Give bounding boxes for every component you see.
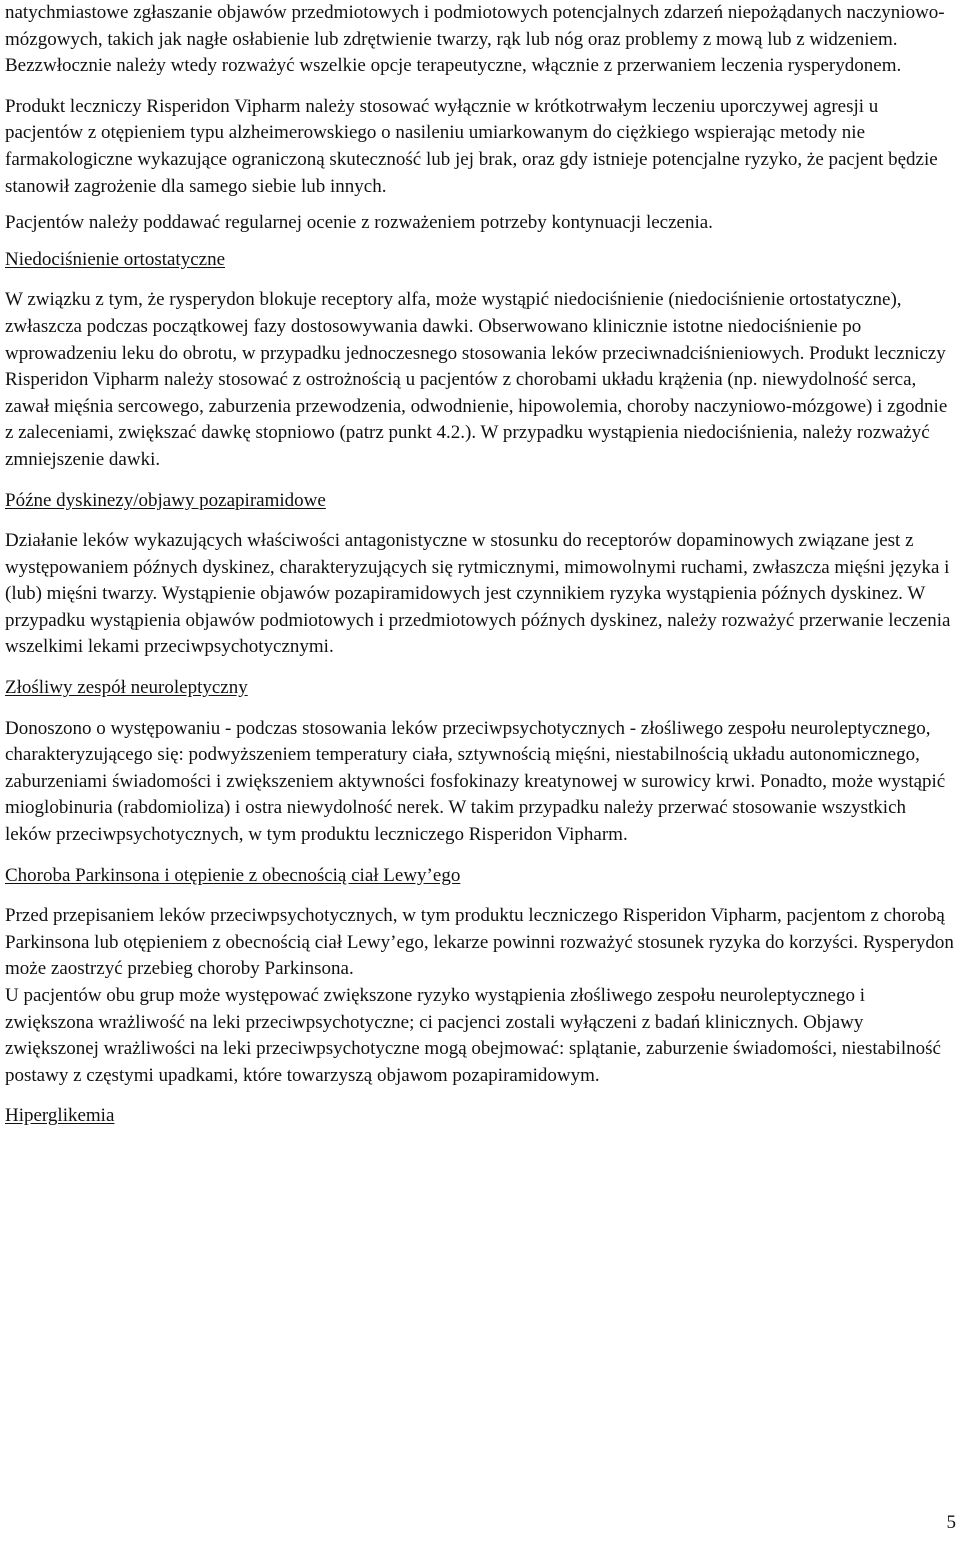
paragraph-neuroleptic-malignant-syndrome: Donoszono o występowaniu - podczas stosowania leków przeciwpsychotycznych - złośliwego zespołu neuroleptycznego, charakteryzującego się: podwyższeniem temperatury ciała, sztywnością mięśni, niestabilnością układu autonomicznego, zaburzeniami świadomości i zwiększeniem aktywności fosfokinazy kreatynowej w surowicy krwi. Ponadto, może wystąpić mioglobinuria (rabdomioliza) i ostra niewydolność nerek. W takim przypadku należy przerwać stosowanie wszystkich leków przeciwpsychotycznych, w tym produktu leczniczego Risperidon Vipharm. [5, 717, 946, 846]
paragraph-parkinson-risk: Przed przepisaniem leków przeciwpsychotycznych, w tym produktu leczniczego Risperidon Vipharm, pacjentom z chorobą Parkinsona lub otępieniem z obecnością ciał Lewy’ego, lekarze powinni rozważyć stosunek ryzyka do korzyści. Rysperydon może zaostrzyć przebieg choroby Parkinsona. [5, 905, 954, 980]
paragraph-parkinson-sensitivity: U pacjentów obu grup może występować zwiększone ryzyko wystąpienia złośliwego zespołu neuroleptycznego i zwiększona wrażliwość na leki przeciwpsychotyczne; ci pacjenci zostali wyłączeni z badań klinicznych. Objawy zwiększonej wrażliwości na leki przeciwpsychotyczne mogą obejmować: splątanie, zaburzenie świadomości, niestabilność postawy z częstymi upadkami, które towarzyszą objawom pozapiramidowym. [5, 985, 941, 1086]
paragraph-risperidon-use: Produkt leczniczy Risperidon Vipharm należy stosować wyłącznie w krótkotrwałym leczeniu uporczywej agresji u pacjentów z otępieniem typu alzheimerowskiego o nasileniu umiarkowanym do ciężkiego wspierając metody nie farmakologiczne wykazujące ograniczoną skuteczność lub jej brak, oraz gdy istnieje potencjalne ryzyko, że pacjent będzie stanowił zagrożenie dla samego siebie lub innych. [5, 95, 938, 197]
paragraph-regular-assessment: Pacjentów należy poddawać regularnej ocenie z rozważeniem potrzeby kontynuacji leczenia. [5, 212, 713, 234]
paragraph-tardive-dyskinesia: Działanie leków wykazujących właściwości antagonistyczne w stosunku do receptorów dopaminowych związane jest z występowaniem późnych dyskinez, charakteryzujących się rytmicznymi, mimowolnymi ruchami, zwłaszcza mięśni języka i (lub) mięśni twarzy. Wystąpienie objawów pozapiramidowych jest czynnikiem ryzyka wystąpienia późnych dyskinez. W przypadku wystąpienia objawów podmiotowych i przedmiotowych późnych dyskinez, należy rozważyć przerwanie leczenia wszelkimi lekami przeciwpsychotycznymi. [5, 530, 951, 658]
paragraph-stroke-warning: natychmiastowe zgłaszanie objawów przedmiotowych i podmiotowych potencjalnych zdarzeń niepożądanych naczyniowo-mózgowych, takich jak nagłe osłabienie lub zdrętwienie twarzy, rąk lub nóg oraz problemy z mową lub z widzeniem. Bezzwłocznie należy wtedy rozważyć wszelkie opcje terapeutyczne, włącznie z przerwaniem leczenia rysperydonem. [5, 2, 945, 77]
heading-neuroleptic-malignant-syndrome: Złośliwy zespół neuroleptyczny [5, 677, 248, 699]
heading-hyperglycemia: Hiperglikemia [5, 1105, 115, 1127]
heading-orthostatic-hypotension: Niedociśnienie ortostatyczne [5, 248, 226, 270]
heading-tardive-dyskinesia: Późne dyskinezy/objawy pozapiramidowe [5, 489, 326, 511]
page-number: 5 [946, 1512, 956, 1533]
heading-parkinson-lewy-body: Choroba Parkinsona i otępienie z obecnością ciał Lewy’ego [5, 864, 461, 886]
paragraph-orthostatic-hypotension: W związku z tym, że rysperydon blokuje receptory alfa, może wystąpić niedociśnienie (niedociśnienie ortostatyczne), zwłaszcza podczas początkowej fazy dostosowywania dawki. Obserwowano klinicznie istotne niedociśnienie po wprowadzeniu leku do obrotu, w przypadku jednoczesnego stosowania leków przeciwnadciśnieniowych. Produkt leczniczy Risperidon Vipharm należy stosować z ostrożnością u pacjentów z chorobami układu krążenia (np. niewydolność serca, zawał mięśnia sercowego, zaburzenia przewodzenia, odwodnienie, hipowolemia, choroby naczyniowo-mózgowe) i zgodnie z zaleceniami, zwiększać dawkę stopniowo (patrz punkt 4.2.). W przypadku wystąpienia niedociśnienia, należy rozważyć zmniejszenie dawki. [5, 289, 948, 470]
